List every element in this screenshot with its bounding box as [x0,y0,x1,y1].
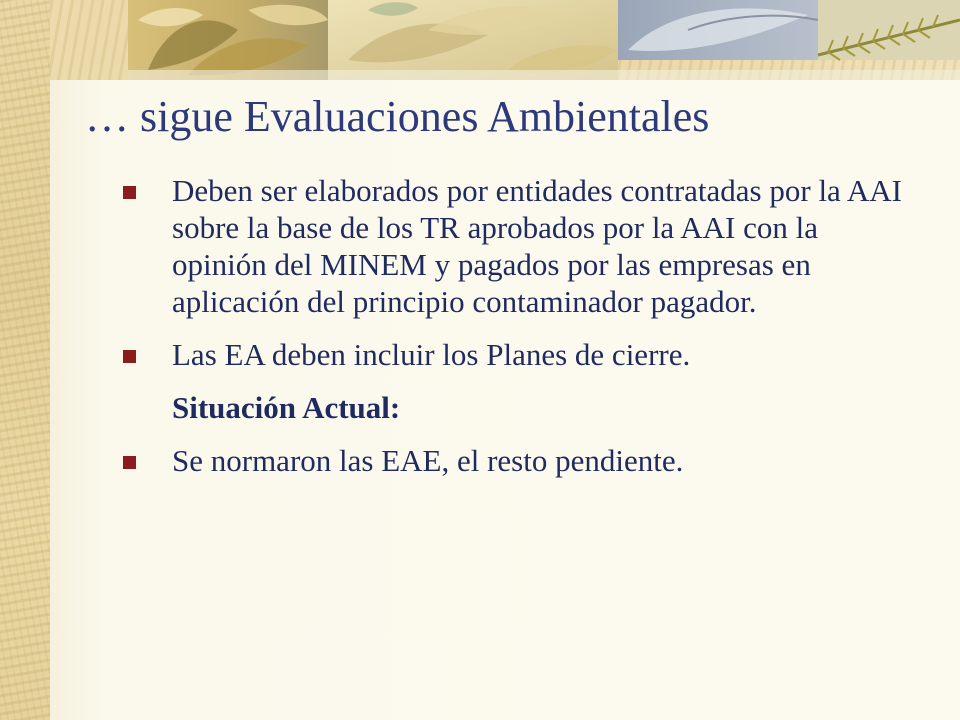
square-bullet-icon [123,350,136,363]
square-bullet-icon [123,186,136,199]
bullet-text: Deben ser elaborados por entidades contratadas por la AAI sobre la base de los TR aprobados por la AAI con la opinión del MINEM y pagados por las empresas en aplicación del principio contaminador pagador. [172,173,902,319]
bullet-text: Se normaron las EAE, el resto pendiente. [172,443,684,478]
subheading-situacion-actual: Situación Actual: [172,390,401,425]
decorative-leaf-photo-strip [128,0,960,85]
square-bullet-icon [123,456,136,469]
left-texture-strip [0,0,50,720]
slide-body [120,172,920,495]
bullet-item [120,336,920,373]
slide-title: … sigue Evaluaciones Ambientales [85,92,710,141]
bullet-text: Las EA deben incluir los Planes de cierre. [172,337,691,372]
bullet-item [120,442,920,479]
bullet-item [120,172,920,320]
